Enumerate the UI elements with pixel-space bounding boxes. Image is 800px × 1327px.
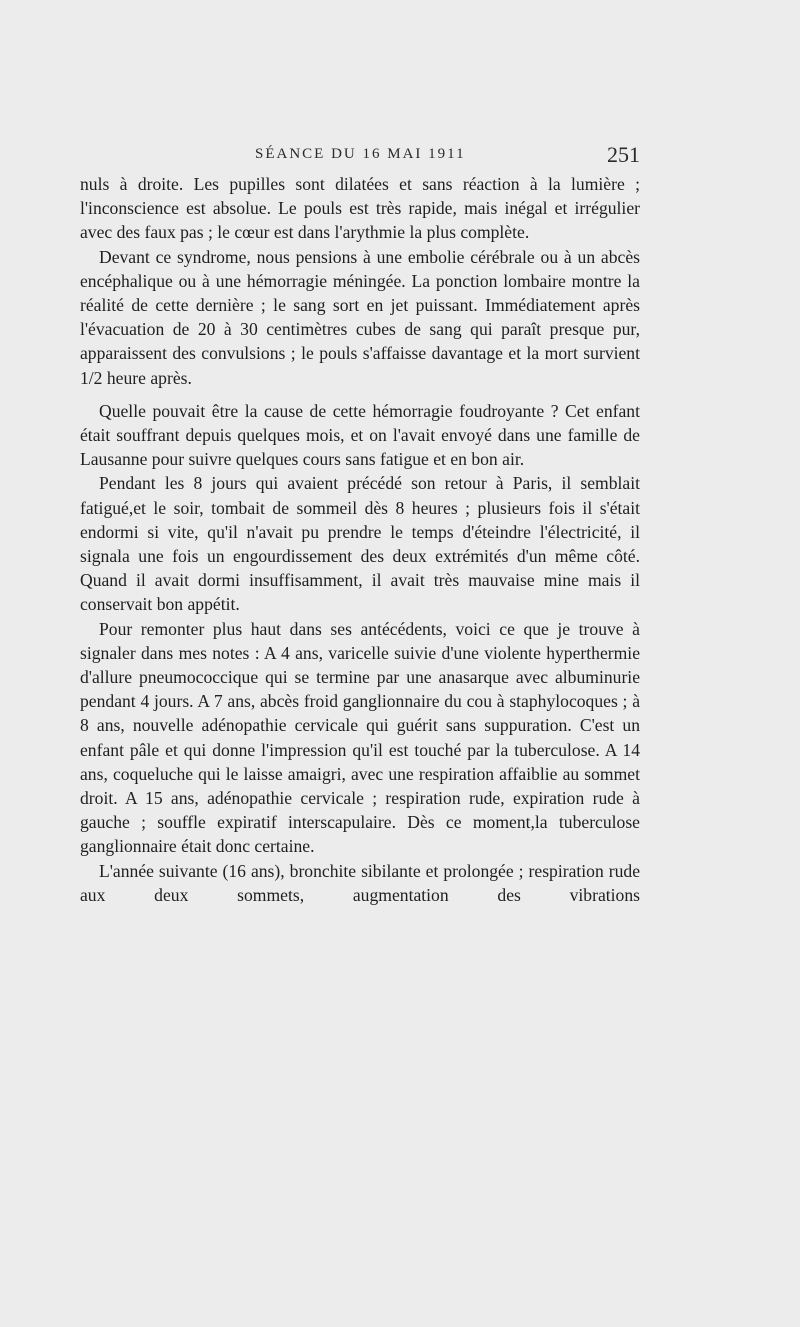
page-number: 251 [607,142,640,167]
paragraph-2: Devant ce syndrome, nous pensions à une embolie cérébrale ou à un abcès encéphalique ou à une hémorragie méningée. La ponction lombaire montre la réalité de cette dernière ; le sang sort en jet puissant. Immédiatement après l'évacuation de 20 à 30 centimètres cubes de sang qui paraît presque pur, apparaissent des convulsions ; le pouls s'affaisse davantage et la mort survient 1/2 heure après. [80,246,640,388]
running-title: SÉANCE DU 16 MAI 1911 [255,146,466,162]
body-text [80,172,640,907]
paragraph-5: Pour remonter plus haut dans ses antécédents, voici ce que je trouve à signaler dans mes notes : A 4 ans, varicelle suivie d'une violente hyperthermie d'allure pneumococcique qui se termine par une anasarque avec albuminurie pendant 4 jours. A 7 ans, abcès froid ganglionnaire du cou à staphylocoques ; à 8 ans, nouvelle adénopathie cervicale qui guérit sans suppuration. C'est un enfant pâle et qui donne l'impression qu'il est touché par la tuberculose. A 14 ans, coqueluche qui le laisse amaigri, avec une respiration affaiblie au sommet droit. A 15 ans, adénopathie cervicale ; respiration rude, expiration rude à gauche ; souffle expiratif interscapulaire. Dès ce moment,la tuberculose ganglionnaire était donc certaine. [80,618,640,857]
paragraph-3: Quelle pouvait être la cause de cette hémorragie foudroyante ? Cet enfant était souffrant depuis quelques mois, et on l'avait envoyé dans une famille de Lausanne pour suivre quelques cours sans fatigue et en bon air. [80,400,640,470]
paragraph-6: L'année suivante (16 ans), bronchite sibilante et prolongée ; respiration rude aux deux sommets, augmentation des vibrations [80,860,640,905]
paragraph-4: Pendant les 8 jours qui avaient précédé son retour à Paris, il semblait fatigué,et le soir, tombait de sommeil dès 8 heures ; plusieurs fois il s'était endormi si vite, qu'il n'avait pu prendre le temps d'éteindre l'électricité, il signala une fois un engourdissement des deux extrémités d'un même côté. Quand il avait dormi insuffisamment, il avait très mauvaise mine mais il conservait bon appétit. [80,473,640,615]
paragraph-1: nuls à droite. Les pupilles sont dilatées et sans réaction à la lumière ; l'inconscience est absolue. Le pouls est très rapide, mais inégal et irrégulier avec des faux pas ; le cœur est dans l'arythmie la plus complète. [80,174,640,243]
page-header [80,142,640,172]
